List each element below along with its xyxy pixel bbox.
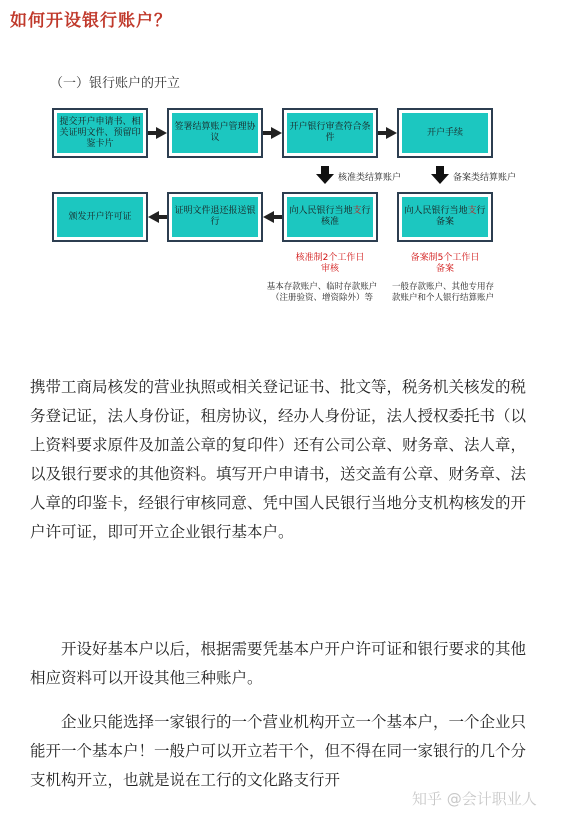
flow-step-pboc-approve [282, 192, 378, 242]
watermark: 知乎 @会计职业人 [412, 790, 537, 808]
flow-step-pboc-filing [397, 192, 493, 242]
flow-step-procedure-text: 开户手续 [402, 113, 488, 153]
arrow-right-icon [263, 127, 282, 139]
flow-step-pboc-filing-text: 向人民银行当地支行备案 [402, 197, 488, 237]
paragraph-basic-account-rule: 企业只能选择一家银行的一个营业机构开立一个基本户，一个企业只能开一个基本户！一般户可以开立若干个，但不得在同一家银行的几个分支机构开立，也就是说在工行的文化路支行开 [30, 713, 527, 789]
flow-step-return-docs [167, 192, 263, 242]
flow-step-return-docs-text: 证明文件退还报送银行 [172, 197, 258, 237]
arrow-right-icon [378, 127, 397, 139]
flow-step-sign-text: 签署结算账户管理协议 [172, 113, 258, 153]
flow-step-submit-text: 提交开户申请书、相关证明文件、预留印鉴卡片 [57, 113, 143, 153]
section-label: （一）银行账户的开立 [50, 76, 181, 91]
label-filing-account: 备案类结算账户 [453, 173, 517, 183]
flow-step-pboc-approve-text: 向人民银行当地支行核准 [287, 197, 373, 237]
flow-step-issue-license [52, 192, 148, 242]
page-title: 如何开设银行账户？ [10, 11, 172, 31]
flow-step-review-text: 开户银行审查符合条件 [287, 113, 373, 153]
flow-step-review [282, 108, 378, 158]
flow-step-issue-license-text: 颁发开户许可证 [57, 197, 143, 237]
flow-step-procedure [397, 108, 493, 158]
arrow-right-icon [148, 127, 167, 139]
flow-step-submit [52, 108, 148, 158]
note-approve-days: 核准制2个工作日审核 [295, 253, 365, 274]
paragraph-other-accounts: 开设好基本户以后，根据需要凭基本户开户许可证和银行要求的其他相应资料可以开设其他三种账户。 [30, 640, 527, 687]
note-filing-accounts: 一般存款账户、其他专用存款账户和个人银行结算账户 [391, 282, 494, 303]
label-approve-account: 核准类结算账户 [338, 173, 402, 183]
arrow-left-icon [263, 211, 282, 223]
note-filing-days: 备案制5个工作日备案 [410, 253, 480, 274]
arrow-left-icon [148, 211, 167, 223]
flow-step-sign [167, 108, 263, 158]
arrow-down-icon [431, 166, 449, 184]
arrow-down-icon [316, 166, 334, 184]
paragraph-requirements: 携带工商局核发的营业执照或相关登记证书、批文等，税务机关核发的税务登记证，法人身份证，租房协议，经办人身份证，法人授权委托书（以上资料要求原件及加盖公章的复印件）还有公司公章、财务章、法人章，以及银行要求的其他资料。填写开户申请书，送交盖有公章、财务章、法人章的印鉴卡，经银行审核同意、凭中国人民银行当地分支机构核发的开户许可证，即可开立企业银行基本户。 [30, 378, 527, 541]
note-approve-accounts: 基本存款账户、临时存款账户（注册验资、增资除外）等 [266, 282, 378, 303]
